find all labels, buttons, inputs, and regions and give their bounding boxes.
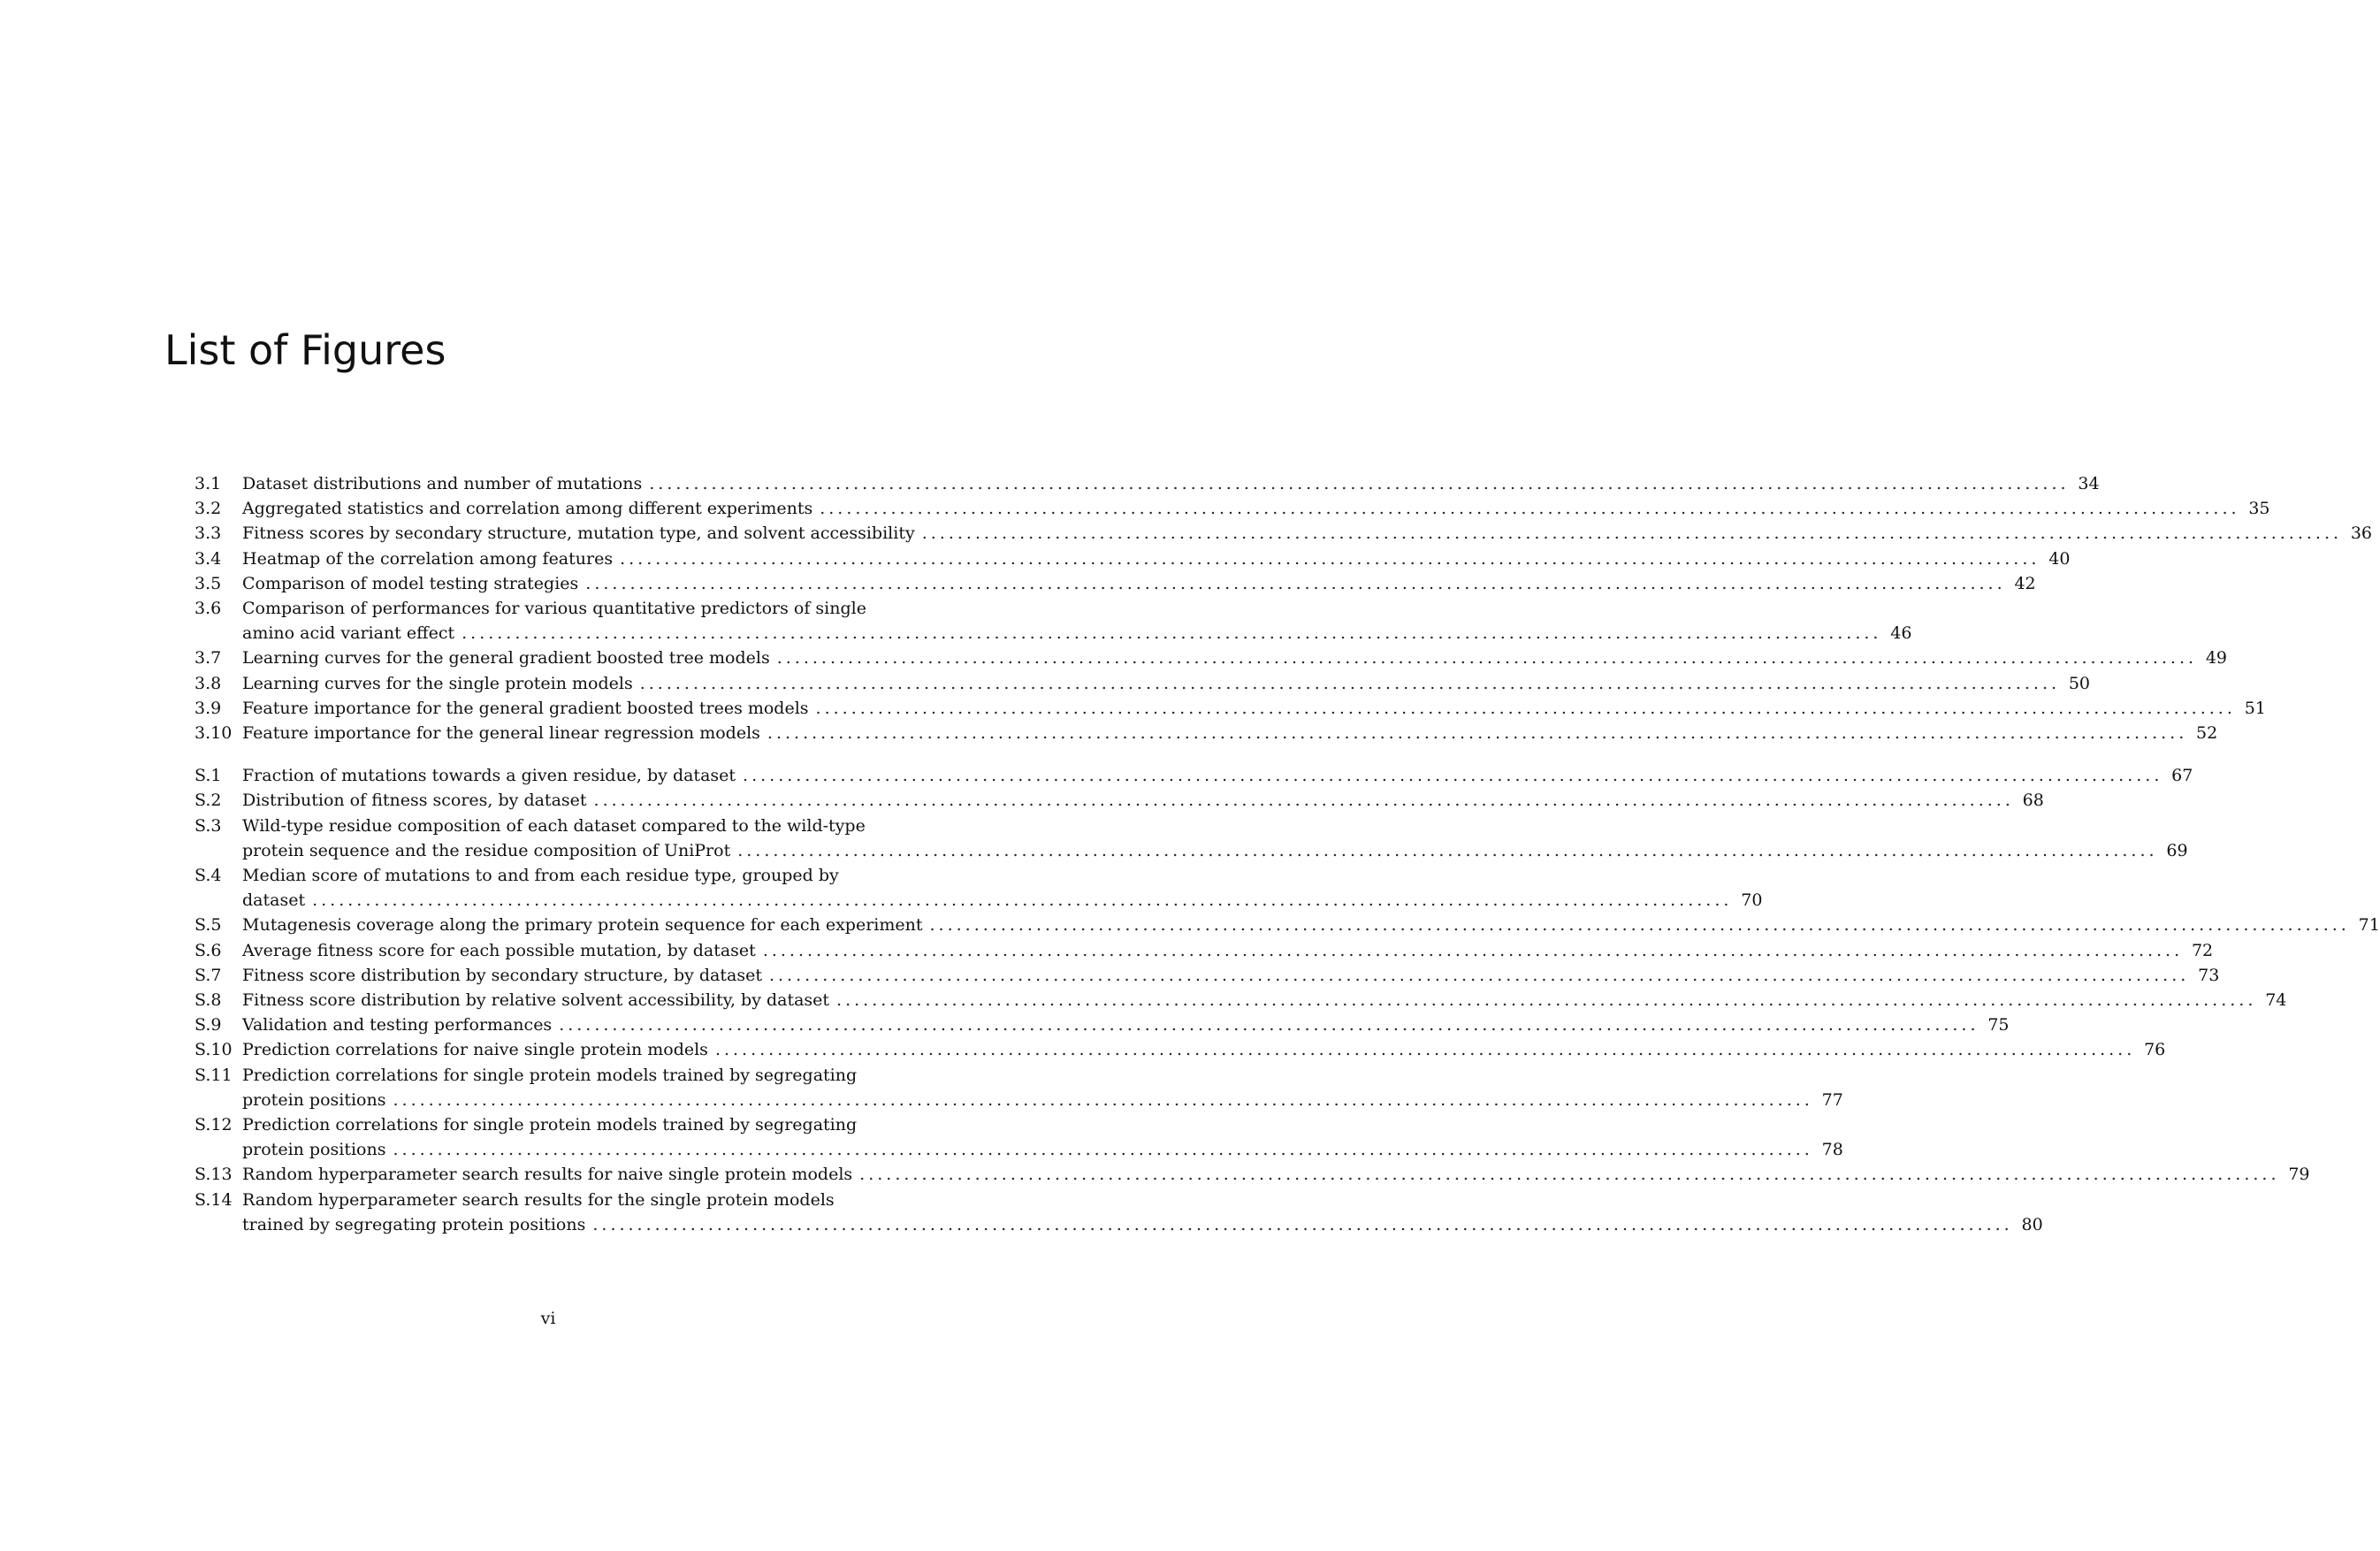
figure-title: Random hyperparameter search results for the single protein models [242,1189,835,1210]
figure-title: Dataset distributions and number of mutations [242,474,643,493]
figure-title: Fitness scores by secondary structure, mutation type, and solvent accessibility [242,523,915,544]
caption-line [242,721,2217,745]
dot-leader: ................................................................................................................................................................ [929,915,2350,936]
figure-page: 80 [2021,1214,2043,1234]
figure-number: S.6 [195,940,222,960]
caption-line [242,621,1911,646]
figure-page: 67 [2171,766,2193,786]
figure-caption [242,671,2090,696]
dot-leader: ................................................................................................................................................................ [743,766,2163,786]
figure-page: 68 [2022,791,2044,811]
figure-caption [242,1063,1843,1112]
figure-title: Fitness score distribution by secondary structure, by dataset [242,965,762,985]
figure-entry[interactable] [195,1188,2043,1237]
figure-entry[interactable] [195,521,2373,546]
figure-page: 75 [1987,1015,2010,1035]
figure-caption [242,763,2193,788]
figure-entry[interactable] [195,471,2100,496]
figure-caption [242,1162,2310,1187]
caption-line [242,838,2188,863]
figure-page: 79 [2288,1165,2310,1185]
figure-group [195,763,2380,1237]
figure-entry[interactable] [195,988,2287,1012]
dot-leader: ................................................................................................................................................................ [714,1040,2136,1060]
figure-page: 76 [2144,1040,2166,1060]
figure-title: Random hyperparameter search results for naive single protein models [242,1165,853,1185]
figure-entry[interactable] [195,1112,1843,1162]
figure-title: Distribution of fitness scores, by dataset [242,791,587,811]
figure-number: 3.10 [195,723,233,743]
figure-page: 42 [2014,573,2036,593]
figure-title: Average fitness score for each possible mutation, by dataset [242,940,756,960]
page-title: List of Figures [164,326,446,374]
figure-entry[interactable] [195,546,2071,571]
figure-number: S.9 [195,1015,222,1035]
caption-line [242,863,1762,888]
figure-group [195,471,2373,745]
figure-page: 72 [2191,940,2214,960]
figure-title: Median score of mutations to and from each residue type, grouped by [242,865,839,885]
figure-number: 3.6 [195,599,222,619]
caption-line [242,938,2213,963]
figure-caption [242,938,2213,963]
figure-number: S.8 [195,989,222,1010]
figure-title: Prediction correlations for naive single protein models [242,1040,708,1060]
dot-leader: ................................................................................................................................................................ [312,890,1733,911]
figure-number: S.10 [195,1040,233,1060]
figure-title: Comparison of model testing strategies [242,573,579,593]
figure-entry[interactable] [195,1037,2166,1062]
figure-title: Heatmap of the correlation among features [242,548,614,569]
figure-caption [242,496,2270,521]
figure-entry[interactable] [195,721,2218,745]
caption-line [242,1037,2165,1062]
figure-page: 35 [2248,499,2270,519]
figure-entry[interactable] [195,814,2188,863]
caption-line [242,963,2219,988]
caption-line [242,546,2070,571]
figure-title: Learning curves for the single protein models [242,673,633,693]
dot-leader: ................................................................................................................................................................ [393,1089,1813,1110]
figure-page: 71 [2358,915,2380,936]
figure-number: S.11 [195,1065,233,1085]
figure-caption [242,788,2044,813]
caption-line [242,646,2227,670]
figure-title: Fitness score distribution by relative solvent accessibility, by dataset [242,989,830,1010]
dot-leader: ................................................................................................................................................................ [815,698,2236,718]
caption-line [242,696,2266,721]
figure-page: 77 [1821,1089,1843,1110]
caption-line [242,1088,1843,1112]
figure-title: Comparison of performances for various quantitative predictors of single [242,599,866,619]
figure-page: 73 [2198,965,2220,985]
figure-number: S.14 [195,1189,233,1210]
figure-number: 3.2 [195,499,222,519]
figure-title: dataset [242,890,306,911]
figure-caption [242,646,2227,670]
caption-line [242,1012,2010,1037]
figure-caption [242,814,2188,863]
dot-leader: ................................................................................................................................................................ [620,548,2041,569]
figure-title: Aggregated statistics and correlation among different experiments [242,499,813,519]
caption-line [242,1063,1843,1088]
figure-page: 34 [2078,474,2100,493]
dot-leader: ................................................................................................................................................................ [649,474,2070,493]
caption-line [242,763,2193,788]
figure-entry[interactable] [195,1162,2310,1187]
figure-page: 69 [2166,840,2188,860]
figure-caption [242,988,2286,1012]
figure-number: 3.8 [195,673,222,693]
figure-title: Prediction correlations for single protein models trained by segregating [242,1114,858,1135]
figure-caption [242,546,2070,571]
figure-entry[interactable] [195,788,2044,813]
figure-title: Mutagenesis coverage along the primary protein sequence for each experiment [242,915,923,936]
dot-leader: ................................................................................................................................................................ [393,1140,1813,1160]
dot-leader: ................................................................................................................................................................ [776,648,2198,669]
caption-line [242,988,2286,1012]
figure-page: 52 [2196,723,2218,743]
figure-title: Wild-type residue composition of each dataset compared to the wild-type [242,815,866,836]
figure-caption [242,521,2372,546]
caption-line [242,671,2090,696]
figure-caption [242,696,2266,721]
figure-number: S.4 [195,865,222,885]
figure-number: S.12 [195,1114,233,1135]
list-of-figures [195,471,2380,1237]
figure-caption [242,1012,2010,1037]
caption-line [242,788,2044,813]
figure-entry[interactable] [195,671,2091,696]
figure-title: Feature importance for the general gradient boosted trees models [242,698,809,718]
figure-entry[interactable] [195,596,1912,646]
caption-line [242,888,1762,913]
figure-number: S.3 [195,815,222,836]
figure-title: protein positions [242,1140,386,1160]
caption-line [242,571,2036,596]
figure-caption [242,571,2036,596]
figure-title: Prediction correlations for single protein models trained by segregating [242,1065,858,1085]
caption-line [242,814,2188,838]
figure-number: S.13 [195,1165,233,1185]
figure-title: protein sequence and the residue composition of UniProt [242,840,731,860]
figure-number: 3.5 [195,573,222,593]
figure-number: S.5 [195,915,222,936]
figure-page: 70 [1741,890,1763,911]
figure-caption [242,596,1911,646]
dot-leader: ................................................................................................................................................................ [767,723,2188,743]
caption-line [242,1112,1843,1137]
figure-caption [242,1037,2165,1062]
figure-page: 78 [1821,1140,1843,1160]
figure-number: S.2 [195,791,222,811]
figure-entry[interactable] [195,1012,2010,1037]
dot-leader: ................................................................................................................................................................ [593,791,2014,811]
caption-line [242,521,2372,546]
caption-line [242,913,2380,937]
figure-entry[interactable] [195,571,2036,596]
dot-leader: ................................................................................................................................................................ [921,523,2343,544]
figure-caption [242,471,2100,496]
figure-title: Validation and testing performances [242,1015,553,1035]
page-number: vi [540,1309,556,1328]
caption-line [242,496,2270,521]
figure-number: S.7 [195,965,222,985]
figure-number: 3.1 [195,474,222,493]
figure-title: Fraction of mutations towards a given residue, by dataset [242,766,736,786]
dot-leader: ................................................................................................................................................................ [559,1015,1980,1035]
figure-number: 3.9 [195,698,222,718]
figure-title: Feature importance for the general linear regression models [242,723,760,743]
figure-page: 51 [2244,698,2266,718]
figure-entry[interactable] [195,763,2193,788]
figure-page: 40 [2048,548,2071,569]
figure-number: S.1 [195,766,222,786]
dot-leader: ................................................................................................................................................................ [762,940,2184,960]
dot-leader: ................................................................................................................................................................ [836,989,2257,1010]
figure-entry[interactable] [195,496,2270,521]
figure-entry[interactable] [195,1063,1843,1112]
figure-entry[interactable] [195,863,1763,913]
figure-caption [242,963,2219,988]
figure-number: 3.3 [195,523,222,544]
figure-entry[interactable] [195,938,2214,963]
dot-leader: ................................................................................................................................................................ [820,499,2240,519]
dot-leader: ................................................................................................................................................................ [859,1165,2280,1185]
dot-leader: ................................................................................................................................................................ [462,623,1882,644]
caption-line [242,1162,2310,1187]
figure-title: amino acid variant effect [242,623,455,644]
figure-title: protein positions [242,1089,386,1110]
figure-caption [242,721,2217,745]
figure-entry[interactable] [195,696,2266,721]
figure-number: 3.7 [195,648,222,669]
figure-entry[interactable] [195,963,2220,988]
figure-page: 50 [2068,673,2091,693]
figure-title: Learning curves for the general gradient boosted tree models [242,648,770,669]
figure-caption [242,1188,2043,1237]
caption-line [242,1212,2043,1237]
figure-page: 36 [2350,523,2373,544]
dot-leader: ................................................................................................................................................................ [768,965,2190,985]
caption-line [242,596,1911,621]
caption-line [242,1188,2043,1212]
figure-title: trained by segregating protein positions [242,1214,586,1234]
figure-page: 46 [1890,623,1912,644]
figure-entry[interactable] [195,646,2228,670]
dot-leader: ................................................................................................................................................................ [639,673,2061,693]
figure-caption [242,1112,1843,1162]
figure-page: 74 [2265,989,2287,1010]
dot-leader: ................................................................................................................................................................ [737,840,2158,860]
caption-line [242,471,2100,496]
figure-caption [242,863,1762,913]
figure-page: 49 [2205,648,2228,669]
caption-line [242,1137,1843,1162]
figure-caption [242,913,2380,937]
dot-leader: ................................................................................................................................................................ [585,573,2006,593]
dot-leader: ................................................................................................................................................................ [592,1214,2013,1234]
figure-number: 3.4 [195,548,222,569]
figure-entry[interactable] [195,913,2380,937]
